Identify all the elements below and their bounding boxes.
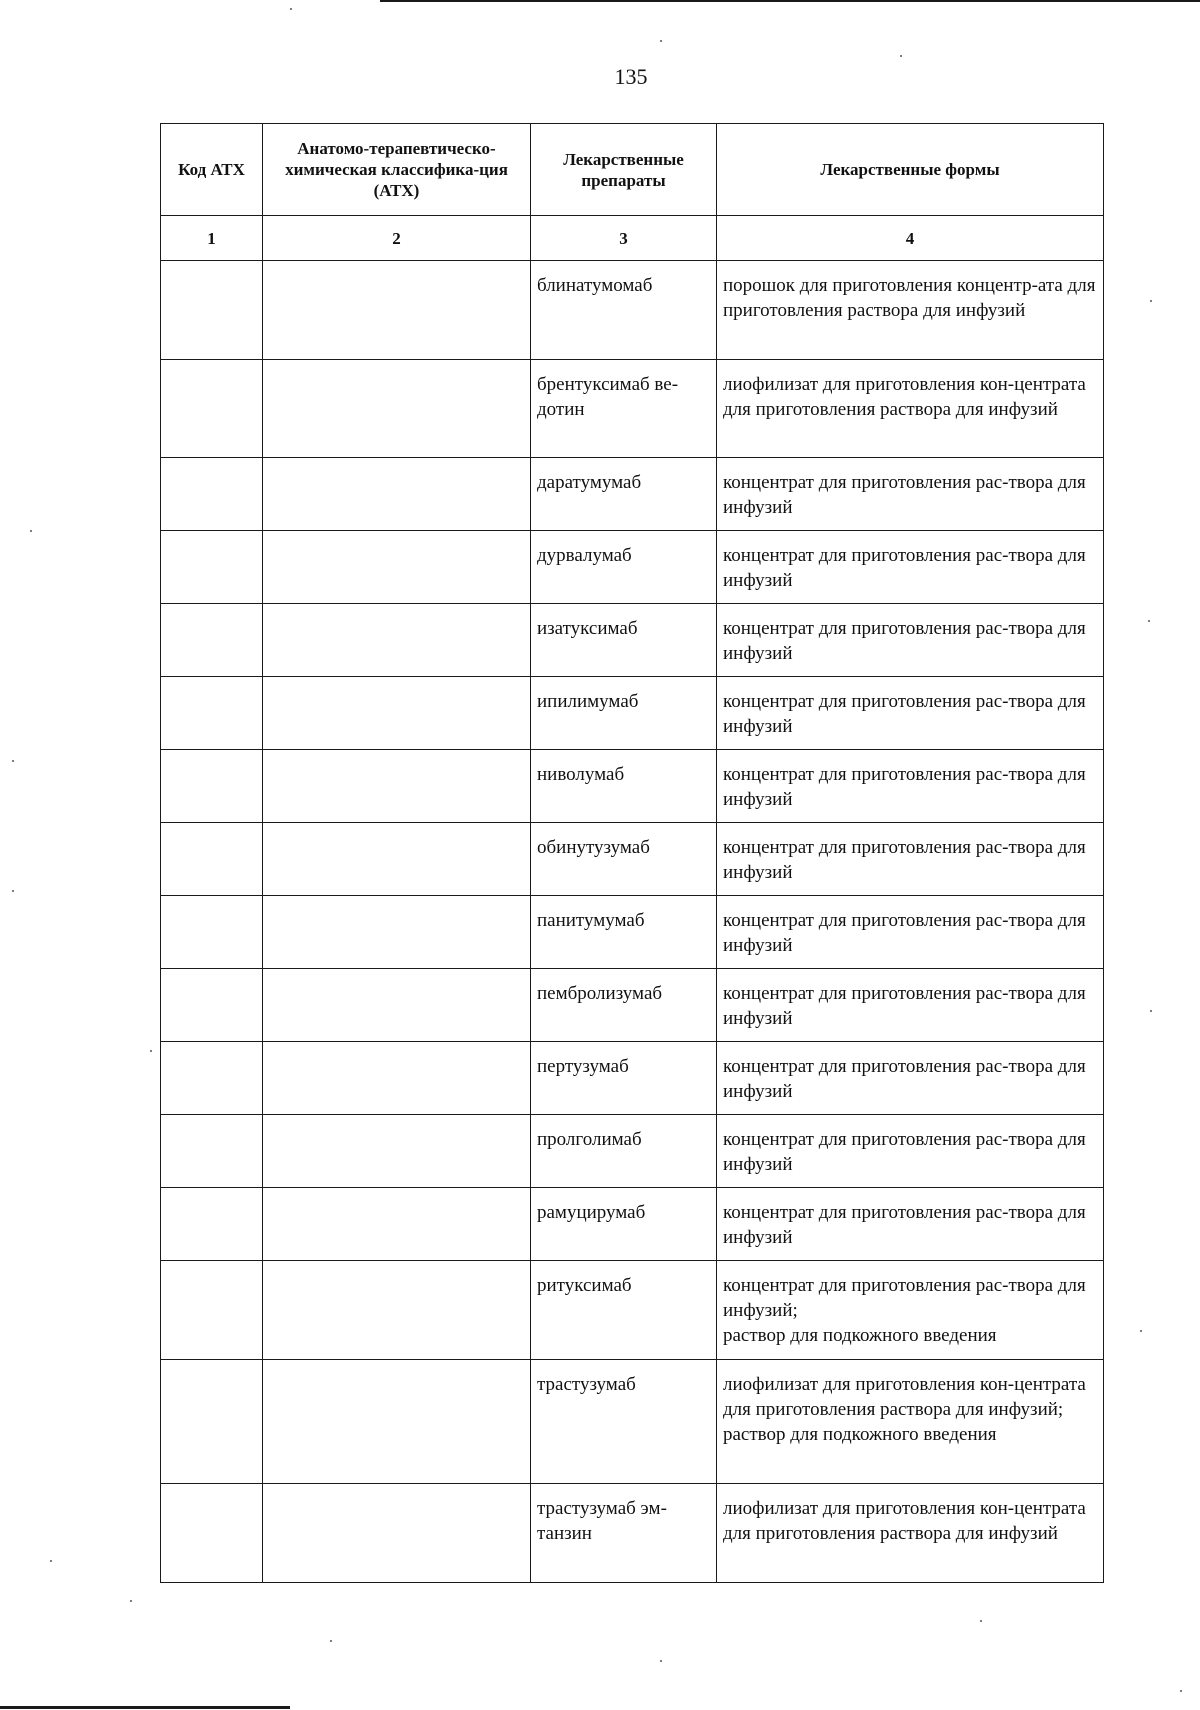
scan-speck [980, 1620, 982, 1622]
dosage-form-text: концентрат для приготовления рас-твора для инфузий [723, 691, 1086, 737]
cell-drug-name: ритуксимаб [531, 1261, 717, 1360]
cell-drug-name: дурвалумаб [531, 531, 717, 604]
cell-dosage-forms [717, 1484, 1104, 1583]
cell-classification [263, 360, 531, 458]
cell-classification [263, 896, 531, 969]
dosage-form-text: лиофилизат для приготовления кон-центрата для приготовления раствора для инфузий; [723, 1374, 1086, 1420]
cell-atx-code [161, 1484, 263, 1583]
dosage-form-text: концентрат для приготовления рас-твора для инфузий [723, 837, 1086, 883]
cell-classification [263, 1115, 531, 1188]
cell-dosage-forms [717, 896, 1104, 969]
cell-dosage-forms [717, 1360, 1104, 1484]
cell-dosage-forms [717, 531, 1104, 604]
header-classification: Анатомо-терапевтическо-химическая классифика-ция (АТХ) [263, 124, 531, 216]
cell-dosage-forms [717, 750, 1104, 823]
cell-drug-name: пертузумаб [531, 1042, 717, 1115]
cell-drug-name: пембролизумаб [531, 969, 717, 1042]
cell-atx-code [161, 896, 263, 969]
cell-atx-code [161, 360, 263, 458]
column-number-row [161, 216, 1104, 261]
column-number: 1 [161, 216, 263, 261]
cell-dosage-forms [717, 261, 1104, 360]
cell-atx-code [161, 1115, 263, 1188]
cell-dosage-forms [717, 677, 1104, 750]
table-row [161, 1484, 1104, 1583]
cell-dosage-forms [717, 458, 1104, 531]
scan-speck [130, 1600, 132, 1602]
cell-classification [263, 969, 531, 1042]
dosage-form-text: концентрат для приготовления рас-твора для инфузий [723, 910, 1086, 956]
dosage-form-text: концентрат для приготовления рас-твора для инфузий [723, 472, 1086, 518]
column-number: 2 [263, 216, 531, 261]
cell-drug-name: трастузумаб эм-танзин [531, 1484, 717, 1583]
table-row [161, 1360, 1104, 1484]
column-number: 3 [531, 216, 717, 261]
table-row [161, 969, 1104, 1042]
atx-table [160, 123, 1104, 1583]
cell-dosage-forms [717, 1261, 1104, 1360]
cell-atx-code [161, 531, 263, 604]
table-row [161, 531, 1104, 604]
scan-speck [1180, 1690, 1182, 1692]
cell-classification [263, 458, 531, 531]
dosage-form-text: лиофилизат для приготовления кон-центрата для приготовления раствора для инфузий [723, 374, 1086, 420]
dosage-form-text: концентрат для приготовления рас-твора для инфузий [723, 1129, 1086, 1175]
dosage-form-text: концентрат для приготовления рас-твора для инфузий [723, 764, 1086, 810]
cell-drug-name: изатуксимаб [531, 604, 717, 677]
cell-classification [263, 677, 531, 750]
table-row [161, 360, 1104, 458]
cell-dosage-forms [717, 1042, 1104, 1115]
cell-atx-code [161, 1188, 263, 1261]
cell-classification [263, 1042, 531, 1115]
cell-dosage-forms [717, 969, 1104, 1042]
header-row [161, 124, 1104, 216]
cell-drug-name: рамуцирумаб [531, 1188, 717, 1261]
cell-atx-code [161, 750, 263, 823]
cell-atx-code [161, 604, 263, 677]
cell-atx-code [161, 823, 263, 896]
cell-classification [263, 1484, 531, 1583]
cell-classification [263, 261, 531, 360]
table-row [161, 823, 1104, 896]
header-forms: Лекарственные формы [717, 124, 1104, 216]
dosage-form-text: концентрат для приготовления рас-твора для инфузий [723, 983, 1086, 1029]
dosage-form-text: концентрат для приготовления рас-твора для инфузий [723, 618, 1086, 664]
cell-drug-name: даратумумаб [531, 458, 717, 531]
table-row [161, 1042, 1104, 1115]
table-row [161, 677, 1104, 750]
cell-atx-code [161, 969, 263, 1042]
cell-atx-code [161, 1360, 263, 1484]
cell-dosage-forms [717, 604, 1104, 677]
table-body [161, 261, 1104, 1583]
cell-drug-name: ниволумаб [531, 750, 717, 823]
page-number: 135 [614, 64, 648, 89]
cell-atx-code [161, 677, 263, 750]
cell-classification [263, 823, 531, 896]
dosage-form-text: концентрат для приготовления рас-твора для инфузий [723, 1056, 1086, 1102]
scan-speck [330, 1640, 332, 1642]
cell-classification [263, 1261, 531, 1360]
cell-atx-code [161, 1261, 263, 1360]
column-number: 4 [717, 216, 1104, 261]
scan-speck [12, 760, 14, 762]
scan-speck [660, 40, 662, 42]
scan-speck [290, 8, 292, 10]
table-row [161, 261, 1104, 360]
header-code: Код АТХ [161, 124, 263, 216]
table-row [161, 1188, 1104, 1261]
scan-speck [1148, 620, 1150, 622]
dosage-form-text: концентрат для приготовления рас-твора для инфузий [723, 1202, 1086, 1248]
table-row [161, 1115, 1104, 1188]
table-row [161, 896, 1104, 969]
dosage-form-text: раствор для подкожного введения [723, 1424, 997, 1445]
scan-speck [50, 1560, 52, 1562]
cell-classification [263, 750, 531, 823]
scan-speck [660, 1660, 662, 1662]
bottom-edge-rule [0, 1706, 290, 1709]
cell-atx-code [161, 458, 263, 531]
scan-speck [1150, 1010, 1152, 1012]
cell-atx-code [161, 261, 263, 360]
header-drugs: Лекарственные препараты [531, 124, 717, 216]
cell-dosage-forms [717, 1115, 1104, 1188]
dosage-form-text: лиофилизат для приготовления кон-центрата для приготовления раствора для инфузий [723, 1498, 1086, 1544]
scan-speck [150, 1050, 152, 1052]
scan-speck [12, 890, 14, 892]
cell-dosage-forms [717, 1188, 1104, 1261]
dosage-form-text: концентрат для приготовления рас-твора для инфузий [723, 545, 1086, 591]
cell-classification [263, 604, 531, 677]
scan-speck [30, 530, 32, 532]
cell-dosage-forms [717, 823, 1104, 896]
cell-classification [263, 531, 531, 604]
cell-drug-name: ипилимумаб [531, 677, 717, 750]
scan-speck [1140, 1330, 1142, 1332]
table-row [161, 750, 1104, 823]
table-row [161, 1261, 1104, 1360]
cell-classification [263, 1360, 531, 1484]
cell-atx-code [161, 1042, 263, 1115]
dosage-form-text: концентрат для приготовления рас-твора для инфузий; [723, 1275, 1086, 1321]
cell-classification [263, 1188, 531, 1261]
cell-drug-name: брентуксимаб ве-дотин [531, 360, 717, 458]
scan-speck [900, 55, 902, 57]
cell-drug-name: панитумумаб [531, 896, 717, 969]
scan-speck [1150, 300, 1152, 302]
cell-drug-name: блинатумомаб [531, 261, 717, 360]
top-edge-rule [380, 0, 1200, 2]
cell-drug-name: трастузумаб [531, 1360, 717, 1484]
cell-drug-name: пролголимаб [531, 1115, 717, 1188]
table-row [161, 458, 1104, 531]
cell-dosage-forms [717, 360, 1104, 458]
dosage-form-text: раствор для подкожного введения [723, 1325, 997, 1346]
cell-drug-name: обинутузумаб [531, 823, 717, 896]
table-row [161, 604, 1104, 677]
dosage-form-text: порошок для приготовления концентр-ата для приготовления раствора для инфузий [723, 275, 1096, 321]
